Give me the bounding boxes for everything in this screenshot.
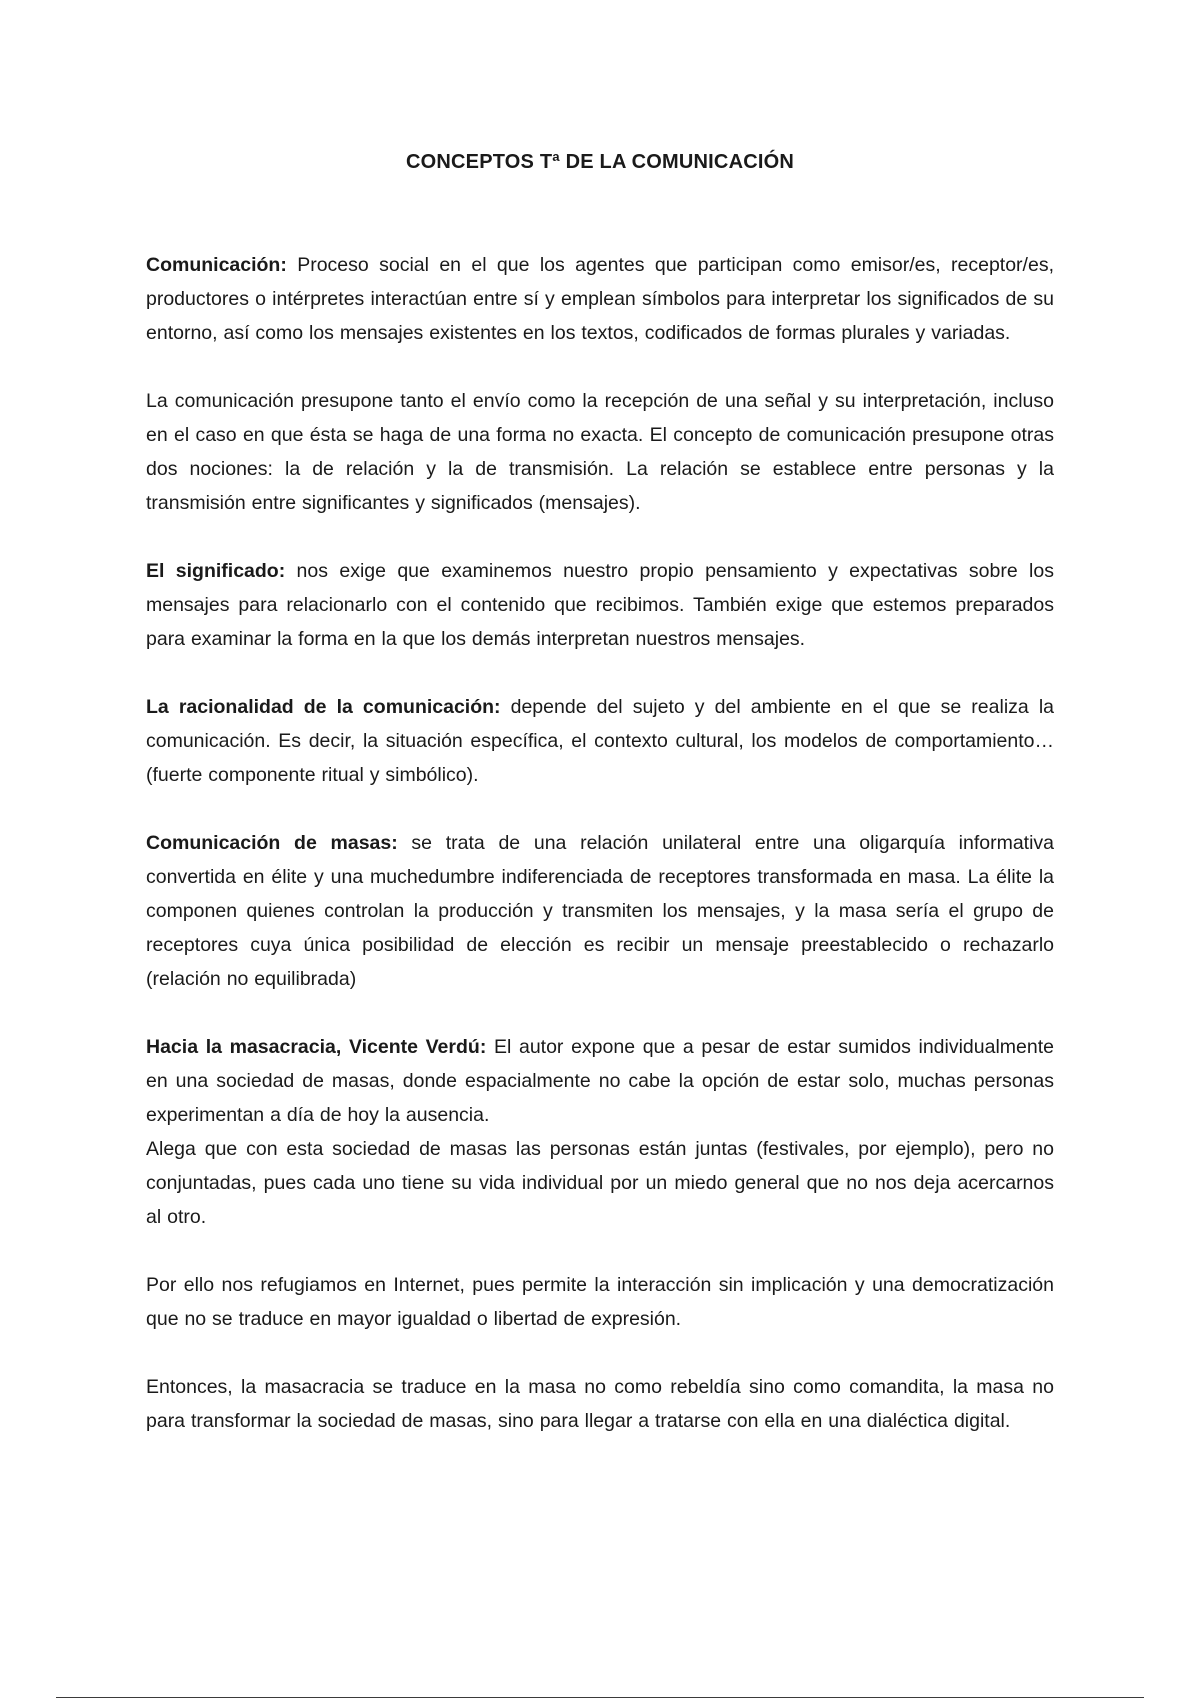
paragraph-significado [146, 554, 1054, 656]
paragraph-masacracia [146, 1030, 1054, 1132]
paragraph-alega [146, 1132, 1054, 1234]
paragraph-text: Alega que con esta sociedad de masas las personas están juntas (festivales, por ejemplo), pero no conjuntadas, pues cada uno tiene su vida individual por un miedo general que no nos deja acercarnos al otro. [146, 1138, 1054, 1228]
bottom-divider [56, 1697, 1144, 1698]
term-label: La racionalidad de la comunicación: [146, 696, 501, 718]
paragraph-text: Proceso social en el que los agentes que participan como emisor/es, receptor/es, productores o intérpretes interactúan entre sí y emplean símbolos para interpretar los significados de su entorno, así como los mensajes existentes en los textos, codificados de formas plurales y variadas. [146, 254, 1054, 344]
document-body [146, 248, 1054, 1472]
term-label: Hacia la masacracia, Vicente Verdú: [146, 1036, 487, 1058]
paragraph-presupone [146, 384, 1054, 520]
paragraph-text: El autor expone que a pesar de estar sumidos individualmente en una sociedad de masas, donde espacialmente no cabe la opción de estar solo, muchas personas experimentan a día de hoy la ausencia. [146, 1036, 1054, 1126]
paragraph-internet [146, 1268, 1054, 1336]
paragraph-text: nos exige que examinemos nuestro propio pensamiento y expectativas sobre los mensajes para relacionarlo con el contenido que recibimos. También exige que estemos preparados para examinar la forma en la que los demás interpretan nuestros mensajes. [146, 560, 1054, 650]
paragraph-text: depende del sujeto y del ambiente en el que se realiza la comunicación. Es decir, la situación específica, el contexto cultural, los modelos de comportamiento… (fuerte componente ritual y simbólico). [146, 696, 1055, 786]
paragraph-text: Por ello nos refugiamos en Internet, pues permite la interacción sin implicación y una democratización que no se traduce en mayor igualdad o libertad de expresión. [146, 1274, 1054, 1330]
document-title: CONCEPTOS Tª DE LA COMUNICACIÓN [405, 151, 795, 173]
paragraph-text: Entonces, la masacracia se traduce en la masa no como rebeldía sino como comandita, la masa no para transformar la sociedad de masas, sino para llegar a tratarse con ella en una dialéctica digital. [146, 1376, 1054, 1432]
paragraph-comunicacion-masas [146, 826, 1054, 996]
term-label: El significado: [146, 560, 286, 582]
paragraph-text: La comunicación presupone tanto el envío como la recepción de una señal y su interpretación, incluso en el caso en que ésta se haga de una forma no exacta. El concepto de comunicación presupone otras dos nociones: la de relación y la de transmisión. La relación se establece entre personas y la transmisión entre significantes y significados (mensajes). [146, 390, 1054, 514]
term-label: Comunicación: [146, 254, 287, 276]
paragraph-racionalidad [146, 690, 1054, 792]
paragraph-text: se trata de una relación unilateral entre una oligarquía informativa convertida en élite y una muchedumbre indiferenciada de receptores transformada en masa. La élite la componen quienes controlan la producción y transmiten los mensajes, y la masa sería el grupo de receptores cuya única posibilidad de elección es recibir un mensaje preestablecido o rechazarlo (relación no equilibrada) [146, 832, 1055, 990]
term-label: Comunicación de masas: [146, 832, 398, 854]
paragraph-entonces [146, 1370, 1054, 1438]
paragraph-comunicacion [146, 248, 1054, 350]
